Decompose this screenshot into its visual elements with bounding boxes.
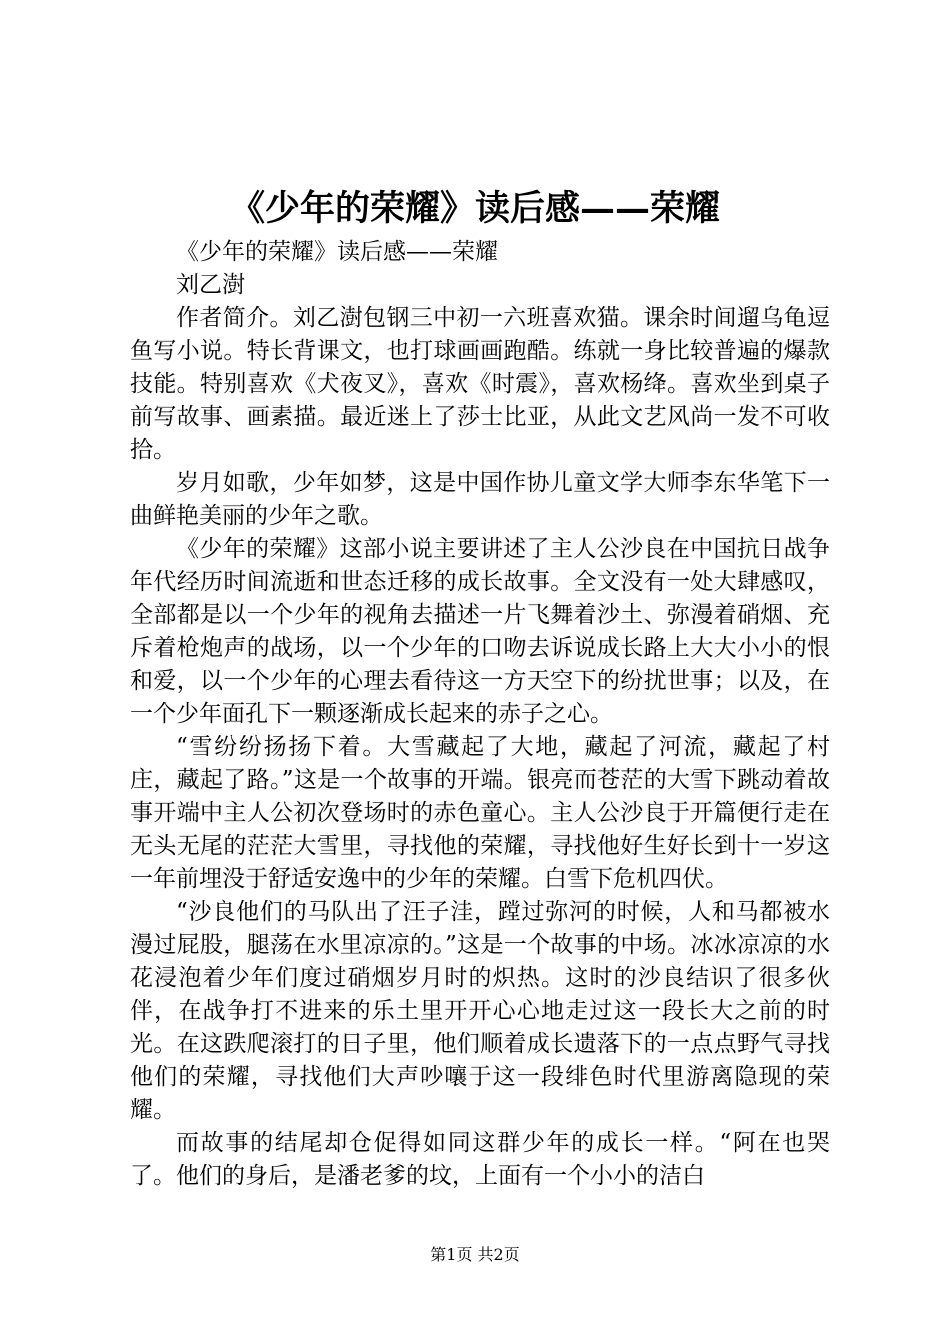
paragraph-subtitle: 《少年的荣耀》读后感——荣耀	[176, 239, 498, 265]
document-title: 《少年的荣耀》读后感——荣耀	[229, 188, 720, 229]
paragraph-author: 刘乙澍	[176, 272, 245, 298]
paragraph-summary: 《少年的荣耀》这部小说主要讲述了主人公沙良在中国抗日战争年代经历时间流逝和世态迁移的成长故事。全文没有一处大肆感叹，全部都是以一个少年的视角去描述一片飞舞着沙土、弥漫着硝烟、充斥着枪炮声的战场，以一个少年的口吻去诉说成长路上大大小小的恨和爱，以一个少年的心理去看待这一方天空下的纷扰世事；以及，在一个少年面孔下一颗逐渐成长起来的赤子之心。	[130, 536, 830, 727]
paragraph-ending: 而故事的结尾却仓促得如同这群少年的成长一样。“阿在也哭了。他们的身后，是潘老爹的坟，上面有一个小小的洁白	[130, 1130, 830, 1189]
paragraph-author-intro: 作者简介。刘乙澍包钢三中初一六班喜欢猫。课余时间遛乌龟逗鱼写小说。特长背课文，也打球画画跑酷。练就一身比较普遍的爆款技能。特别喜欢《犬夜叉》，喜欢《时震》，喜欢杨绛。喜欢坐到桌子前写故事、画素描。最近迷上了莎士比亚，从此文艺风尚一发不可收拾。	[130, 305, 830, 463]
paragraph-beginning: “雪纷纷扬扬下着。大雪藏起了大地，藏起了河流，藏起了村庄，藏起了路。”这是一个故事的开端。银亮而苍茫的大雪下跳动着故事开端中主人公初次登场时的赤色童心。主人公沙良于开篇便行走在无头无尾的茫茫大雪里，寻找他的荣耀，寻找他好生好长到十一岁这一年前埋没于舒适安逸中的少年的荣耀。白雪下危机四伏。	[130, 734, 830, 892]
paragraph-opening: 岁月如歌，少年如梦，这是中国作协儿童文学大师李东华笔下一曲鲜艳美丽的少年之歌。	[130, 470, 830, 529]
document-body	[130, 236, 830, 1193]
paragraph-middle: “沙良他们的马队出了汪子洼，蹚过弥河的时候，人和马都被水漫过屁股，腿荡在水里凉凉的。”这是一个故事的中场。冰冰凉凉的水花浸泡着少年们度过硝烟岁月时的炽热。这时的沙良结识了很多伙伴，在战争打不进来的乐土里开开心心地走过这一段长大之前的时光。在这跌爬滚打的日子里，他们顺着成长遗落下的一点点野气寻找他们的荣耀，寻找他们大声吵嚷于这一段绯色时代里游离隐现的荣耀。	[130, 899, 830, 1123]
page-number-footer: 第1页 共2页	[430, 1245, 520, 1264]
